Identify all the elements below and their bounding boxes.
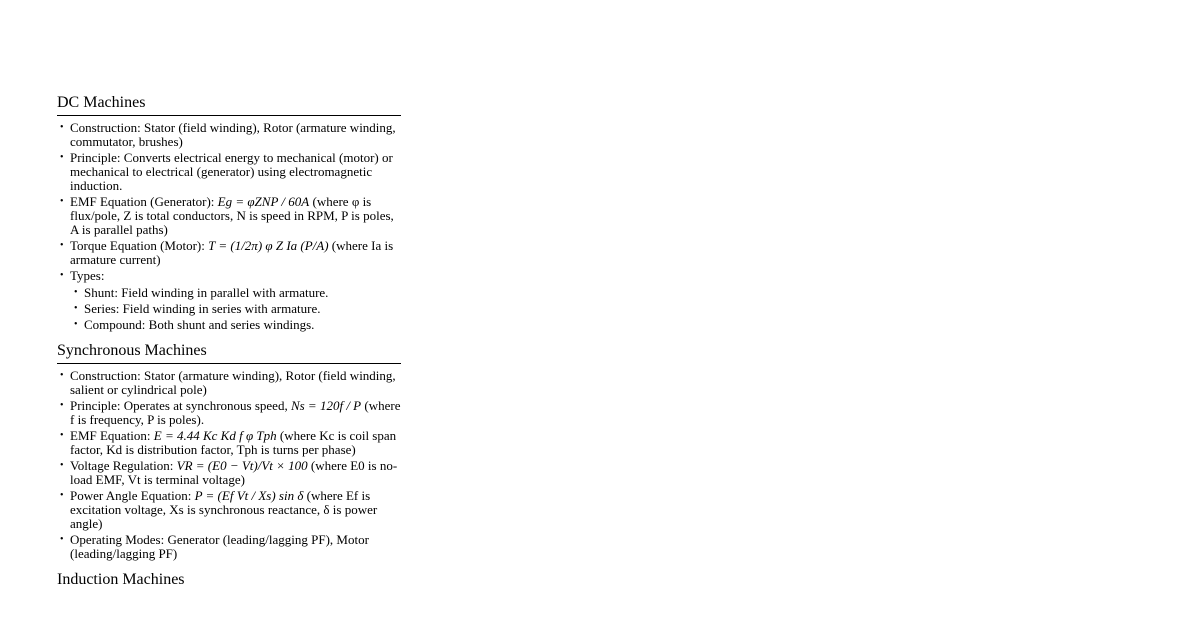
sublist-item: • Compound: Both shunt and series windings.: [70, 318, 401, 332]
list-item: [57, 399, 401, 427]
item-label: Torque Equation (Motor):: [70, 238, 205, 253]
item-label: EMF Equation (Generator):: [70, 194, 215, 209]
item-text: Construction: Stator (field winding), Rotor (armature winding, commutator, brushes): [70, 120, 396, 149]
list-item: [57, 533, 401, 561]
list-item: [57, 459, 401, 487]
item-rest: (where φ is flux/pole, Z is total conductors, N is speed in RPM, P is poles, A is parallel paths): [70, 194, 394, 237]
item-rest: (where E0 is no-load EMF, Vt is terminal voltage): [70, 458, 398, 487]
section-title-dc-machines: DC Machines: [57, 92, 401, 116]
item-text: Types:: [70, 268, 105, 283]
item-text: Operating Modes: Generator (leading/lagging PF), Motor (leading/lagging PF): [70, 532, 369, 561]
item-label: Power Angle Equation:: [70, 488, 192, 503]
formula: Eg = φZNP / 60A: [217, 194, 310, 209]
formula: P = (Ef Vt / Xs) sin δ: [194, 488, 304, 503]
formula: VR = (E0 − Vt)/Vt × 100: [176, 458, 308, 473]
section-list-synchronous-machines: [57, 369, 401, 561]
sublist-item: • Shunt: Field winding in parallel with armature.: [70, 286, 401, 300]
list-item: [57, 269, 401, 332]
section-list-dc-machines: [57, 121, 401, 332]
list-item: [57, 151, 401, 193]
list-item: [57, 429, 401, 457]
item-rest: (where Kc is coil span factor, Kd is distribution factor, Tph is turns per phase): [70, 428, 397, 457]
item-rest: (where f is frequency, P is poles).: [70, 398, 401, 427]
item-rest: (where Ia is armature current): [70, 238, 394, 267]
item-label: Voltage Regulation:: [70, 458, 174, 473]
list-item: [57, 239, 401, 267]
item-label: EMF Equation:: [70, 428, 151, 443]
formula: E = 4.44 Kc Kd f φ Tph: [153, 428, 277, 443]
list-item: [57, 489, 401, 531]
list-item: [57, 195, 401, 237]
list-item: [57, 369, 401, 397]
section-title-synchronous-machines: Synchronous Machines: [57, 340, 401, 364]
sublist-item: • Series: Field winding in series with armature.: [70, 302, 401, 316]
formula: T = (1/2π) φ Z Ia (P/A): [208, 238, 329, 253]
item-label: Principle: Operates at synchronous speed,: [70, 398, 288, 413]
section-title-induction-machines: Induction Machines: [57, 571, 185, 588]
sublist: [70, 286, 401, 332]
item-text: Construction: Stator (armature winding), Rotor (field winding, salient or cylindrical pole): [70, 368, 396, 397]
item-rest: (where Ef is excitation voltage, Xs is synchronous reactance, δ is power angle): [70, 488, 378, 531]
list-item: [57, 121, 401, 149]
document-column: [57, 92, 401, 592]
item-text: Principle: Converts electrical energy to mechanical (motor) or mechanical to electrical (generator) using electromagnetic induction.: [70, 150, 393, 193]
formula: Ns = 120f / P: [290, 398, 362, 413]
